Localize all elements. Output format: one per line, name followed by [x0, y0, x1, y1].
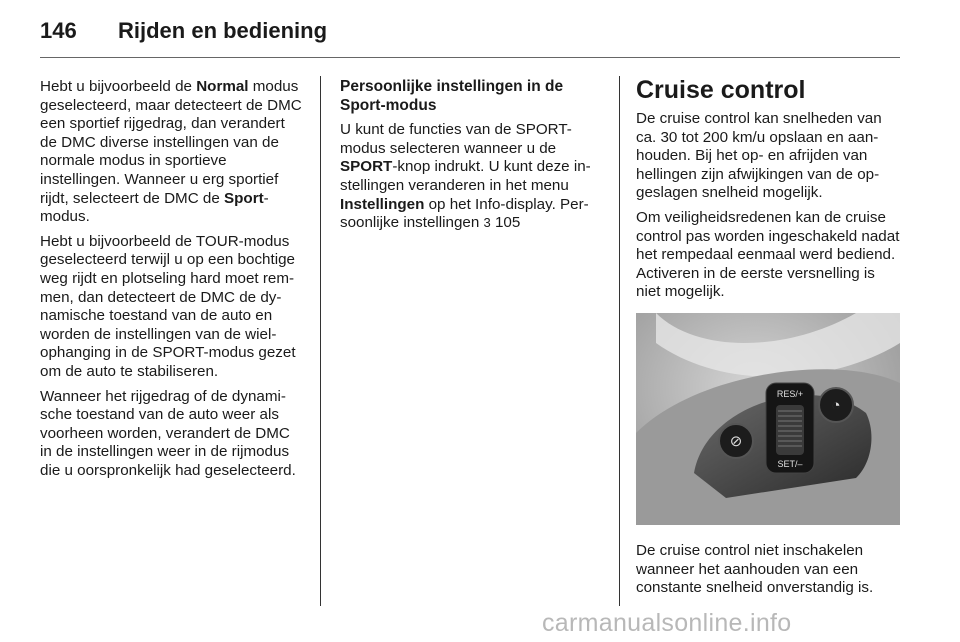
paragraph: De cruise control kan snelheden van ca. 30 tot 200 km/u opslaan en aanhouden. Bij het op- en afrijden van hellingen zijn afwijkingen van de opgeslagen snelheid mogelijk.	[636, 110, 882, 202]
sport-button-label: SPORT	[340, 158, 393, 176]
column-1	[40, 78, 302, 486]
paragraph: Om veiligheidsredenen kan de cruise control pas worden ingeschakeld nadat het rempedaal eenmaal werd bediend. Activeren in de eerste versnelling is niet mogelijk.	[636, 208, 900, 301]
photo-caption: De cruise control niet inschakelen wanneer het aanhouden van een constante snelheid onverstandig is.	[636, 542, 874, 597]
page-number: 146	[40, 18, 77, 43]
settings-menu-label: Instellingen	[340, 195, 425, 213]
column-divider	[320, 76, 321, 606]
chapter-heading: Cruise control	[636, 76, 806, 104]
page-header	[40, 18, 327, 48]
paragraph: Hebt u bijvoorbeeld de TOUR-modus geselecteerd terwijl u op een bochtige weg rijdt en plotseling hard moet remmen, dan detecteert de DMC de dynamische toestand van de auto en worden de instellingen van de wielophanging in de SPORT-modus gezet om de auto te stabiliseren.	[40, 232, 296, 380]
set-label: SET/–	[777, 459, 803, 469]
paragraph: Hebt u bijvoorbeeld de Normal modus geselecteerd, maar detecteert de DMC een sportief rijgedrag, dan verandert de DMC diverse instellingen van de normale modus in sportieve instellingen. Wanneer u erg sportief rijdt, selecteert de DMC de Sport-modus.	[40, 78, 302, 226]
paragraph: Wanneer het rijgedrag of de dynamische toestand van de auto weer als voorheen worden, verandert de DMC in de instellingen weer in de rijmodus die u oorspronkelijk had geselecteerd.	[40, 387, 296, 479]
paragraph: U kunt de functies van de SPORT-modus selecteren wanneer u de SPORT-knop indrukt. U kunt deze instellingen veranderen in het menu Instellingen op het Info-display. Persoonlijke instellingen 3 105	[340, 121, 591, 232]
page-reference-arrow-icon: 3	[483, 215, 491, 231]
column-2	[340, 78, 602, 239]
page-title: Rijden en bediening	[118, 18, 328, 43]
cruise-cancel-icon: ⊘	[729, 433, 743, 450]
res-label: RES/+	[776, 389, 804, 399]
column-divider	[619, 76, 620, 606]
sport-mode-label: Sport	[224, 189, 264, 207]
page-reference[interactable]: 105	[490, 214, 521, 232]
cruise-on-icon: ◔	[831, 397, 841, 414]
header-rule	[40, 57, 900, 58]
watermark: carmanualsonline.info	[542, 609, 792, 637]
normal-mode-label: Normal	[196, 78, 249, 95]
section-heading: Persoonlijke instellingen in de Sport-modus	[340, 78, 564, 114]
column-3	[636, 76, 900, 308]
steering-wheel-photo	[636, 313, 900, 525]
steering-wheel-controls-image	[636, 313, 900, 525]
